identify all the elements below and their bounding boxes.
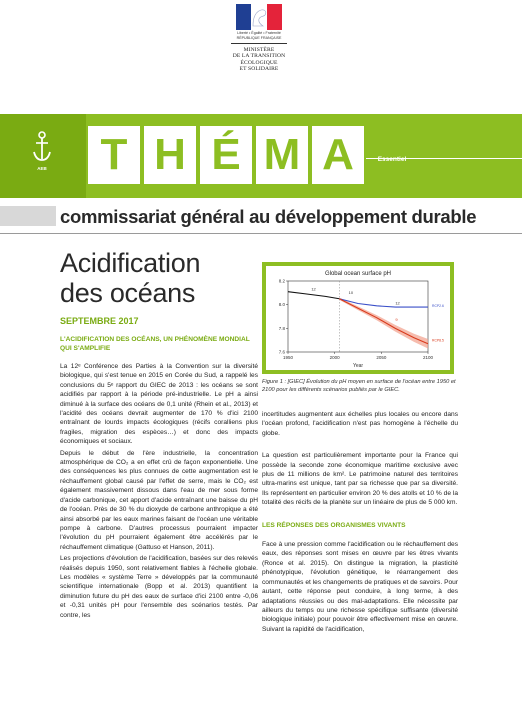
thema-band xyxy=(0,114,522,198)
figure-caption: Figure 1 : [GIEC] Évolution du pH moyen en surface de l'océan entre 1950 et 2100 pour les différents scénarios publiés par le GIEC. xyxy=(262,379,456,394)
section-heading: LES RÉPONSES DES ORGANISMES VIVANTS xyxy=(262,521,406,529)
ministry-logo xyxy=(226,4,292,73)
category-tag xyxy=(366,126,418,184)
document-title: Acidification des océans xyxy=(60,248,201,308)
thema-letter: M xyxy=(256,126,308,184)
thema-letters xyxy=(88,126,364,184)
y-tick-label: 8.2 xyxy=(278,278,285,284)
publisher-strip xyxy=(0,198,522,234)
chart-legend-label: RCP2.6 xyxy=(432,304,444,309)
section-heading: L'ACIDIFICATION DES OCÉANS, UN PHÉNOMÈNE MONDIAL QUI S'AMPLIFIE xyxy=(60,336,250,352)
thema-letter: H xyxy=(144,126,196,184)
x-tick-label: 2000 xyxy=(329,355,340,360)
x-tick-label: 2050 xyxy=(376,355,387,360)
chart-annotation: 12 xyxy=(395,300,400,306)
y-tick-label: 8.0 xyxy=(278,302,285,308)
body-paragraph: Face à une pression comme l'acidification ou le réchauffement des eaux, des réponses sont mises en œuvre par les êtres vivants (Ronce et al. 2015). On distingue la migration, la plasticité phénotypique, l'évolution génétique, le réarrangement des communautés et les changements de pratiques et de savoirs. Pour autant, cette réponse peut conduire, à long terme, à des adaptations réussies ou des mal-adaptations. Elle nécessite par ailleurs du temps ou une richesse spécifique suffisante (diversité biologique initiale) pour pouvoir être effectivement mise en œuvre. Suivant la rapidité de l'acidification, xyxy=(262,541,458,633)
y-tick-label: 7.8 xyxy=(278,325,285,331)
right-column-body xyxy=(262,410,458,640)
body-paragraph: La 12ᵉ Conférence des Parties à la Convention sur la diversité biologique, qui s'est tenue en 2015 en Corée du Sud, a rappelé les conclusions du 5ᵉ rapport du GIEC de 2013 : les océans se sont acidifiés par rapport à la période pré-industrielle. Le pH a ainsi diminué à la surface des océans de 0,1 unité (Rhein et al., 2013) et l'acidité des océans devrait augmenter de 170 % d'ici 2100 entraînant de lourds impacts écologiques (récifs coralliens plus fragiles, migration des espèces…) et donc des impacts économiques et sociaux. xyxy=(60,363,258,446)
publisher-title: commissariat général au développement durable xyxy=(60,206,477,227)
publisher-strip-mark xyxy=(0,206,56,226)
body-paragraph: Les projections d'évolution de l'acidification, basées sur des relevés réalisés depuis 1950, sont relativement fiables à l'échelle globale. Les modèles « système Terre » développés par la communauté scientifique internationale (Bopp et al. 2013) quantifient la diminution future du pH des eaux de surface d'ici 2100 entre -0,06 et -0,31 unités pH pour l'ensemble des scénarios testés. Par contre, les xyxy=(60,555,258,619)
figure-frame xyxy=(262,262,454,374)
logo-divider xyxy=(231,43,287,44)
marianne-emblem-icon xyxy=(236,4,282,30)
thema-letter: É xyxy=(200,126,252,184)
thema-letter: A xyxy=(312,126,364,184)
ministry-name: MINISTÈRE DE LA TRANSITION ÉCOLOGIQUE ET SOLIDAIRE xyxy=(232,46,286,73)
band-emblem-label: AEB xyxy=(37,166,47,171)
chart-title: Global ocean surface pH xyxy=(324,271,392,277)
body-paragraph: incertitudes augmentent aux échelles plus locales ou encore dans l'océan profond, l'acidification n'est pas homogène à l'échelle du globe. xyxy=(262,411,458,437)
body-paragraph: La question est particulièrement importante pour la France qui possède la seconde zone économique maritime exclusive avec plus de 11 millions de km². Le patrimoine naturel des territoires ultra-marins est unique, tant par sa richesse que par sa diversité. Ils représentent en particulier environ 20 % des atolls et 10 % de la totalité des récifs de la planète sur un linéaire de plus de 5 000 km. xyxy=(262,452,458,507)
republic-label: RÉPUBLIQUE FRANÇAISE xyxy=(236,36,282,41)
x-tick-label: 2100 xyxy=(422,355,434,360)
y-tick-label: 7.6 xyxy=(278,349,285,355)
category-tag-label: Essentiel xyxy=(377,156,407,163)
chart-annotation: 12 xyxy=(311,286,316,292)
left-column-body xyxy=(60,362,258,622)
motto: Liberté • Égalité • Fraternité xyxy=(237,31,281,35)
chart-annotation: 9 xyxy=(395,317,398,323)
anchor-icon xyxy=(31,131,53,163)
chart-annotation: 10 xyxy=(348,290,354,296)
body-paragraph: Depuis le début de l'ère industrielle, la concentration atmosphérique de CO₂ a en effet crû de façon exponentielle. Une des conséquences les plus connues de cette augmentation est le réchauffement global causé par l'effet de serre, mais le CO₂ est également massivement dissous dans l'eau de mer sous forme d'acide carbonique, cet apport d'acide entraînant une baisse du pH de l'océan. Près de 30 % du dioxyde de carbone anthropique a été ainsi absorbé par les eaux marines faisant de l'océan une véritable pompe à carbone. D'autres processus pourraient impacter l'évolution du pH pourraient également être accélérés par le réchauffement climatique (Gattuso et Hanson, 2011). xyxy=(60,449,258,551)
band-emblem-panel xyxy=(0,114,86,198)
ph-chart xyxy=(266,266,450,370)
x-tick-label: 1950 xyxy=(282,355,294,360)
chart-legend-label: RCP8.5 xyxy=(432,338,444,343)
chart-plot-area xyxy=(288,281,428,352)
thema-letter: T xyxy=(88,126,140,184)
publication-date: SEPTEMBRE 2017 xyxy=(60,316,139,326)
x-axis-label: Year xyxy=(352,363,364,369)
chart-series-line xyxy=(288,292,339,299)
